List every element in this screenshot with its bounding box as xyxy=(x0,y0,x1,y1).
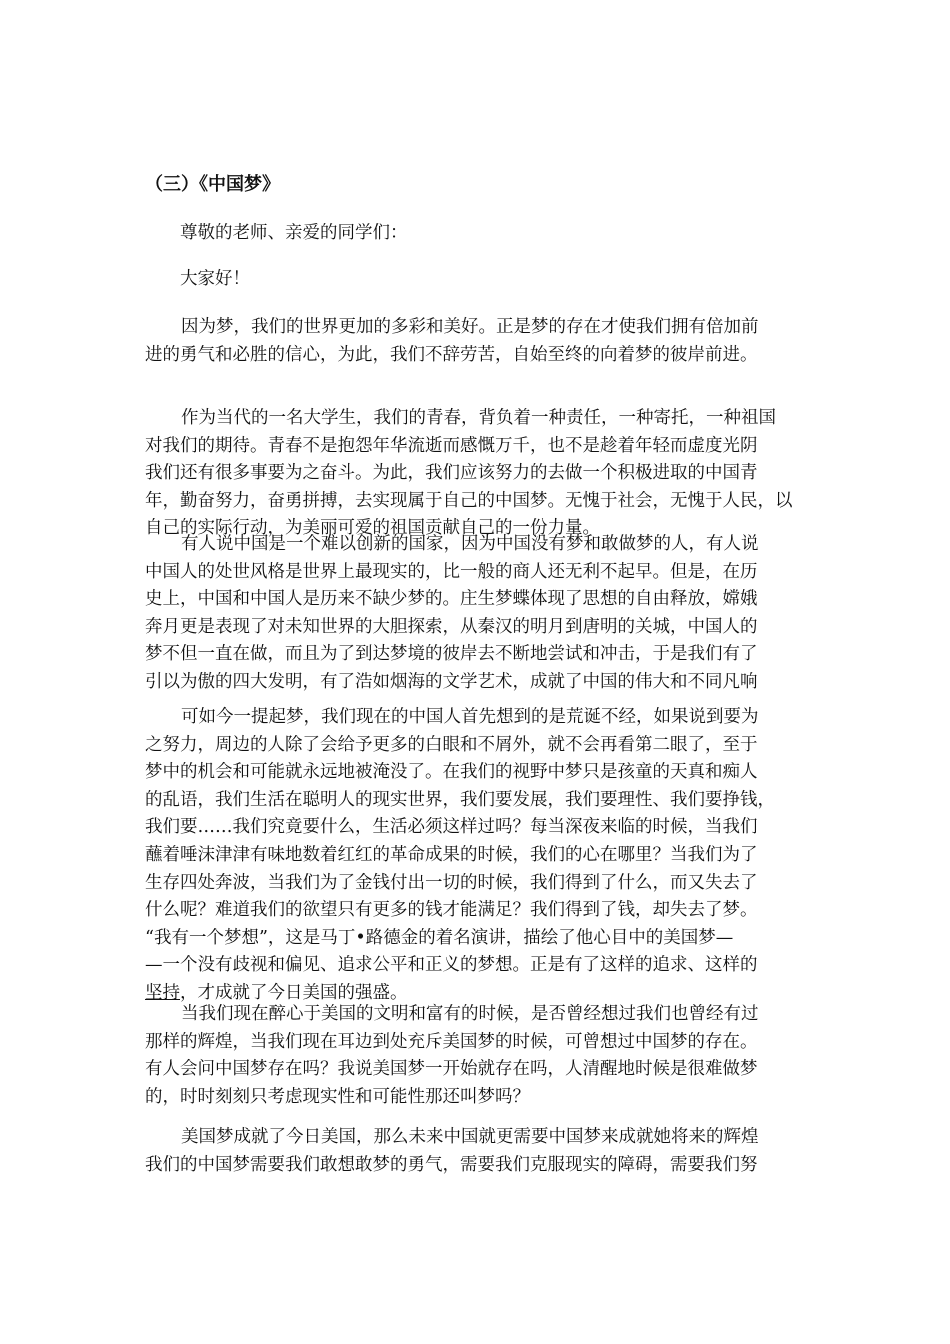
paragraph-line: 之努力，周边的人除了会给予更多的白眼和不屑外，就不会再看第二眼了，至于 xyxy=(145,734,758,755)
paragraph-line: 我们的中国梦需要我们敢想敢梦的勇气，需要我们克服现实的障碍，需要我们努 xyxy=(145,1154,758,1175)
paragraph-line: 当我们现在醉心于美国的文明和富有的时候，是否曾经想过我们也曾经有过 xyxy=(181,1004,759,1024)
paragraph-line: 因为梦，我们的世界更加的多彩和美好。正是梦的存在才使我们拥有倍加前 xyxy=(181,317,759,337)
paragraph-line: 奔月更是表现了对未知世界的大胆探索，从秦汉的明月到唐明的关城，中国人的 xyxy=(145,616,758,637)
paragraph-line-rest: ，才成就了今日美国的强盛。 xyxy=(180,982,408,1003)
salutation: 尊敬的老师、亲爱的同学们： xyxy=(180,223,408,243)
paragraph-line: 引以为傲的四大发明，有了浩如烟海的文学艺术，成就了中国的伟大和不同凡响 xyxy=(145,671,758,692)
paragraph-line: 的乱语，我们生活在聪明人的现实世界，我们要发展，我们要理性、我们要挣钱， xyxy=(145,789,775,810)
paragraph-line: 有人会问中国梦存在吗？我说美国梦一开始就存在吗，人清醒地时候是很难做梦 xyxy=(145,1059,758,1080)
paragraph-6 xyxy=(145,1124,813,1179)
paragraph-3 xyxy=(145,531,813,697)
paragraph-line: 自己的实际行动，为美丽可爱的祖国贡献自己的一份力量。 xyxy=(145,518,600,539)
paragraph-line: 进的勇气和必胜的信心，为此，我们不辞劳苦，自始至终的向着梦的彼岸前进。 xyxy=(145,344,758,365)
paragraph-line: 生存四处奔波，当我们为了金钱付出一切的时候，我们得到了什么，而又失去了 xyxy=(145,872,758,893)
greeting: 大家好！ xyxy=(180,269,250,289)
paragraph-line: 那样的辉煌，当我们现在耳边到处充斥美国梦的时候，可曾想过中国梦的存在。 xyxy=(145,1031,758,1052)
paragraph-5 xyxy=(145,1001,813,1111)
paragraph-line: 可如今一提起梦，我们现在的中国人首先想到的是荒诞不经，如果说到要为 xyxy=(181,707,759,727)
paragraph-line: 我们还有很多事要为之奋斗。为此，我们应该努力的去做一个积极进取的中国青 xyxy=(145,463,758,484)
paragraph-line: 蘸着唾沫津津有味地数着红红的革命成果的时候，我们的心在哪里？当我们为了 xyxy=(145,844,758,865)
paragraph-line: 史上，中国和中国人是历来不缺少梦的。庄生梦蝶体现了思想的自由释放，嫦娥 xyxy=(145,589,758,610)
paragraph-4 xyxy=(145,704,813,1008)
paragraph-2 xyxy=(145,405,813,543)
paragraph-line: 年，勤奋努力，奋勇拼搏，去实现属于自己的中国梦。无愧于社会，无愧于人民，以 xyxy=(145,490,793,511)
paragraph-line: 梦不但一直在做，而且为了到达梦境的彼岸去不断地尝试和冲击，于是我们有了 xyxy=(145,644,758,665)
paragraph-1 xyxy=(145,314,813,369)
paragraph-line: 有人说中国是一个难以创新的国家，因为中国没有梦和敢做梦的人，有人说 xyxy=(181,534,759,554)
paragraph-line: 我们要……我们究竟要什么，生活必须这样过吗？每当深夜来临的时候，当我们 xyxy=(145,817,758,838)
paragraph-line: —一个没有歧视和偏见、追求公平和正义的梦想。正是有了这样的追求、这样的 xyxy=(145,955,758,976)
paragraph-line: “我有一个梦想”，这是马丁•路德金的着名演讲，描绘了他心目中的美国梦— xyxy=(145,927,734,948)
paragraph-line: 美国梦成就了今日美国，那么未来中国就更需要中国梦来成就她将来的辉煌 xyxy=(181,1127,759,1147)
paragraph-line: 对我们的期待。青春不是抱怨年华流逝而感慨万千，也不是趁着年轻而虚度光阴 xyxy=(145,435,758,456)
underlined-word: 坚持 xyxy=(145,982,180,1003)
paragraph-line: 什么呢？难道我们的欲望只有更多的钱才能满足？我们得到了钱，却失去了梦。 xyxy=(145,900,758,921)
paragraph-line: 梦中的机会和可能就永远地被淹没了。在我们的视野中梦只是孩童的天真和痴人 xyxy=(145,762,758,783)
paragraph-line: 中国人的处世风格是世界上最现实的，比一般的商人还无利不起早。但是，在历 xyxy=(145,561,758,582)
paragraph-line: 作为当代的一名大学生，我们的青春，背负着一种责任，一种寄托，一种祖国 xyxy=(181,408,776,428)
document-title: （三）《中国梦》 xyxy=(145,174,280,195)
paragraph-line: 的，时时刻刻只考虑现实性和可能性那还叫梦吗？ xyxy=(145,1086,530,1107)
